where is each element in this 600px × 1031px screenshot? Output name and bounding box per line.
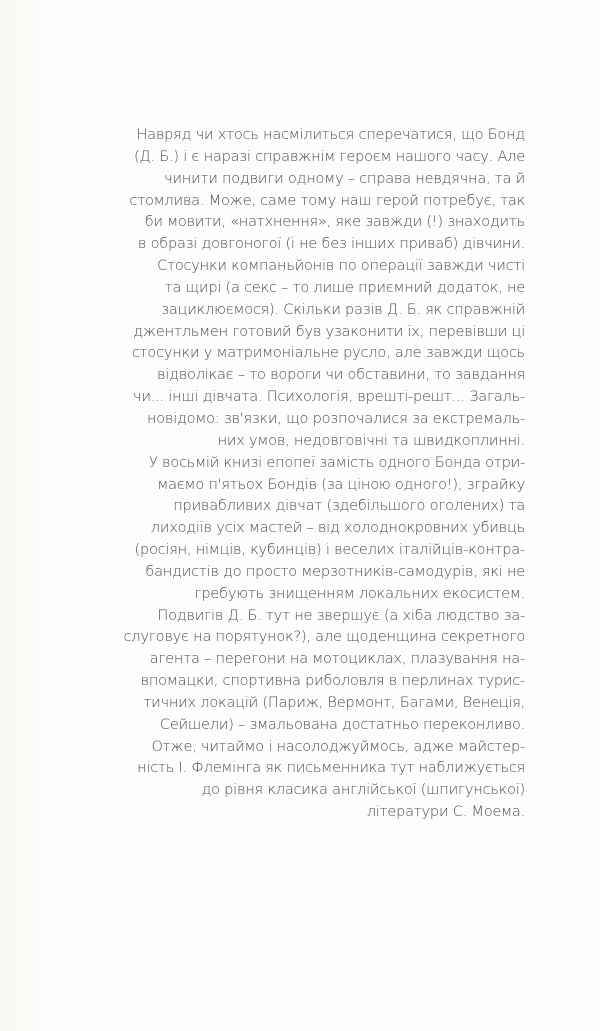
text-line: джентльмен готовий був узаконити їх, перевівши ці bbox=[133, 322, 525, 340]
text-line: (росіян, німців, кубинців) і веселих італійців-контра- bbox=[134, 541, 525, 559]
text-line: Отже, читаймо і насолоджуймось, адже майстер- bbox=[151, 737, 525, 755]
text-line: стосунки у матримоніальне русло, але завжди щось bbox=[131, 344, 525, 362]
text-line: в образі довгоногої (і не без інших приваб) дівчини. bbox=[137, 235, 525, 253]
text-line: впомацки, спортивна риболовля в перлинах турис- bbox=[140, 672, 525, 690]
text-line: зациклюємося). Скільки разів Д. Б. як справжній bbox=[161, 300, 525, 318]
text-line: чи... інші дівчата. Психологія, врешті-решт... Загаль- bbox=[132, 388, 525, 406]
text-line: слуговує на порятунок?), але щоденщина секретного bbox=[123, 628, 525, 646]
book-annotation-text bbox=[55, 124, 525, 823]
text-line: привабливих дівчат (здебільшого оголених) та bbox=[173, 497, 525, 515]
text-line: ність І. Флемінга як письменника тут наближується bbox=[137, 759, 525, 777]
text-line: чинити подвиги одному – справа невдячна, та й bbox=[164, 169, 525, 187]
text-line: гребують знищенням локальних екосистем. bbox=[194, 584, 525, 602]
text-line: новідомо: зв'язки, що розпочалися за екстремаль- bbox=[146, 409, 525, 427]
text-line: них умов, недовговічні та швидкоплинні. bbox=[217, 431, 525, 449]
text-line: відволікає – то вороги чи обставини, то завдання bbox=[156, 366, 525, 384]
text-line: бандистів до просто мерзотників-самодурів, які не bbox=[145, 562, 525, 580]
text-line: та щирі (а секс – то лише приємний додаток, не bbox=[164, 278, 525, 296]
text-line: У восьмій книзі епопеї замість одного Бонда отри- bbox=[149, 453, 525, 471]
text-line: лиходіїв усіх мастей – від холоднокровних убивць bbox=[150, 519, 525, 537]
text-line: Сейшели) – змальована достатньо переконливо. bbox=[159, 715, 525, 733]
text-line: маємо п'ятьох Бондів (за ціною одного!), зграйку bbox=[157, 475, 525, 493]
text-line: тичних локацій (Париж, Вермонт, Багами, Венеція, bbox=[143, 693, 525, 711]
text-line: Стосунки компаньйонів по операції завжди чисті bbox=[157, 257, 525, 275]
text-line: би мовити, «натхнення», яке завжди (!) знаходить bbox=[144, 213, 525, 231]
text-line: до рівня класика англійської (шпигунської) bbox=[201, 781, 525, 799]
text-line: Подвигів Д. Б. тут не звершує (а хіба людство за- bbox=[157, 606, 525, 624]
text-line: (Д. Б.) і є наразі справжнім героєм нашого часу. Але bbox=[133, 147, 525, 165]
text-line: літератури С. Моема. bbox=[366, 803, 525, 821]
text-line: агента – перегони на мотоциклах, плазування на- bbox=[149, 650, 525, 668]
text-line: стомлива. Може, саме тому наш герой потребує, так bbox=[129, 191, 525, 209]
text-line: Навряд чи хтось насмілиться сперечатися, що Бонд bbox=[136, 126, 525, 143]
